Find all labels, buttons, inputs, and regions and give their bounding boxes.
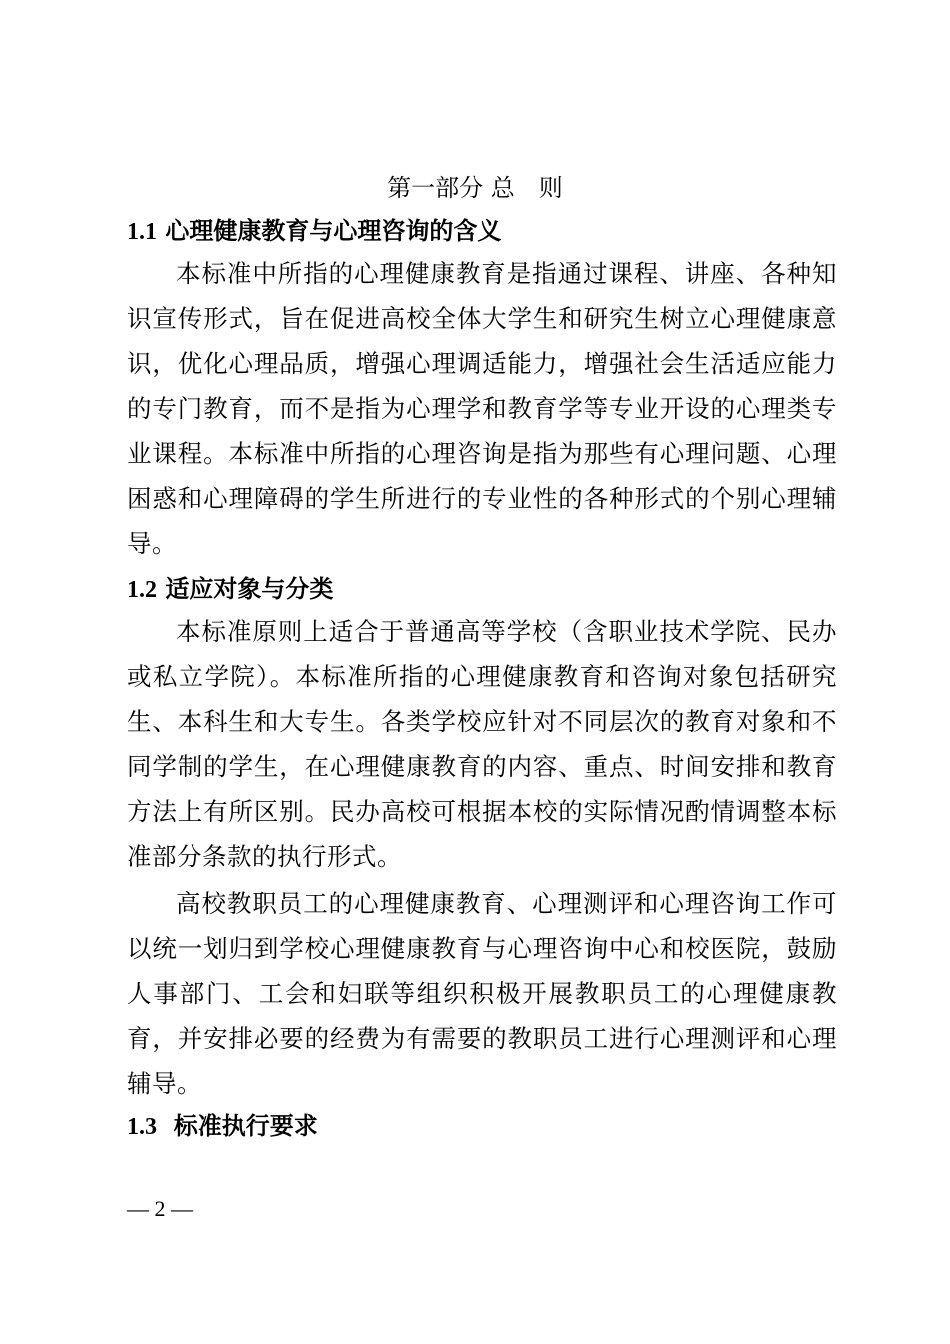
paragraph: 本标准中所指的心理健康教育是指通过课程、讲座、各种知识宣传形式，旨在促进高校全体大学生和研究生树立心理健康意识，优化心理品质，增强心理调适能力，增强社会生活适应能力的专门教育，而不是指为心理学和教育学等专业开设的心理类专业课程。本标准中所指的心理咨询是指为那些有心理问题、心理困惑和心理障碍的学生所进行的专业性的各种形式的个别心理辅导。 bbox=[127, 259, 837, 558]
section-heading bbox=[127, 1109, 837, 1144]
part-title: 第一部分 总 则 bbox=[387, 174, 563, 202]
section-title: 心理健康教育与心理咨询的含义 bbox=[165, 217, 502, 245]
section-title: 适应对象与分类 bbox=[165, 575, 334, 603]
section-1-1 bbox=[127, 214, 837, 566]
section-1-2 bbox=[127, 572, 837, 1106]
section-number: 1.2 bbox=[127, 577, 157, 603]
section-title: 标准执行要求 bbox=[173, 1112, 318, 1140]
section-heading bbox=[127, 572, 837, 607]
section-number: 1.1 bbox=[127, 219, 157, 245]
section-number: 1.3 bbox=[127, 1114, 157, 1140]
section-1-3 bbox=[127, 1109, 837, 1144]
section-heading bbox=[127, 214, 837, 249]
page-number: — 2 — bbox=[127, 1196, 193, 1221]
paragraph: 高校教职员工的心理健康教育、心理测评和心理咨询工作可以统一划归到学校心理健康教育与心理咨询中心和校医院，鼓励人事部门、工会和妇联等组织积极开展教职员工的心理健康教育，并安排必要的经费为有需要的教职员工进行心理测评和心理辅导。 bbox=[127, 889, 837, 1098]
paragraph: 本标准原则上适合于普通高等学校（含职业技术学院、民办或私立学院）。本标准所指的心理健康教育和咨询对象包括研究生、本科生和大专生。各类学校应针对不同层次的教育对象和不同学制的学生，在心理健康教育的内容、重点、时间安排和教育方法上有所区别。民办高校可根据本校的实际情况酌情调整本标准部分条款的执行形式。 bbox=[127, 617, 837, 871]
